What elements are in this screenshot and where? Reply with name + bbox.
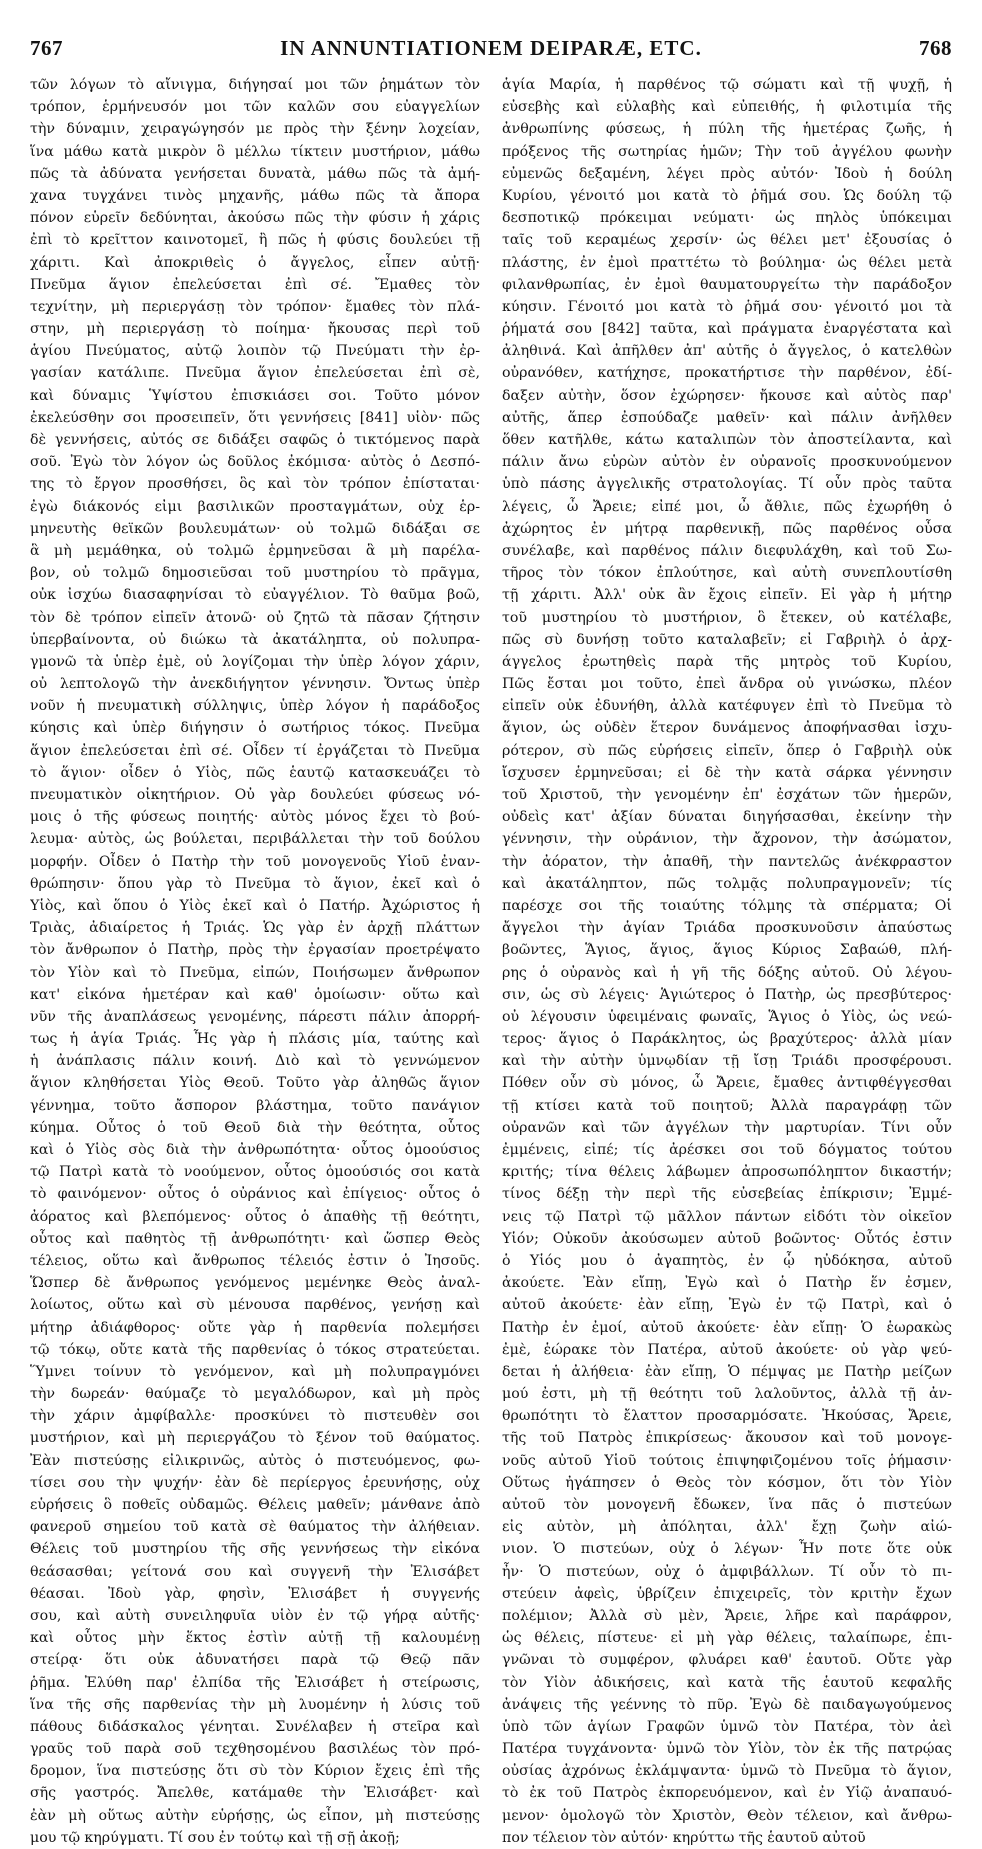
text-line: εὑρήσεις ὃ ποθεῖς οὐδαμῶς. Θέλεις μαθεῖν; μάνθανε ἀπὸ — [30, 1497, 480, 1513]
text-line: τῇ χάριτι. Ἀλλ' οὐκ ἂν ἔχοις εἰπεῖν. Εἰ γὰρ ἡ μήτηρ — [502, 587, 952, 604]
text-line: μου τῷ κηρύγματι. Τί σου ἐν τούτῳ καὶ τῇ σῇ ἀκοῇ; — [30, 1829, 400, 1846]
text-line: γέννησιν, τὴν οὐράνιον, τὴν ἄχρονον, τὴν ἀσώματον, — [502, 831, 952, 848]
text-line: οὐκ ἰσχύω διασαφηνίσαι τὸ εὐαγγέλιον. Τὸ θαῦμα βοῶ, — [30, 587, 480, 604]
text-line: μοις ὁ τῆς φύσεως ποιητής· αὐτὸς μόνος ἔχει τὸ βού- — [30, 809, 480, 826]
text-line: τῷ Πατρὶ κατὰ τὸ νοούμενον, οὗτος ὁμοούσιός σοι κατὰ — [30, 1164, 480, 1181]
text-line: Τριὰς, ἀδιαίρετος ἡ Τριάς. Ὡς γὰρ ἐν ἀρχῇ πλάττων — [30, 920, 480, 937]
text-line: καὶ ὁ Υἱὸς σὸς διὰ τὴν ἀνθρωπότητα· οὗτος ὁμοούσιος — [30, 1142, 480, 1158]
text-line: Ὕμνει τοίνυν τὸ γενόμενον, καὶ μὴ πολυπραγμόνει — [30, 1363, 480, 1380]
text-line: τίνος δέξῃ τὴν περὶ τῆς εὐσεβείας ἐπίκρισιν; Ἐμμέ- — [502, 1186, 952, 1203]
text-line: ἐπὶ τὸ κρεῖττον καινοτομεῖ, ἢ πῶς ἡ φύσις δουλεύει τῇ — [30, 232, 480, 249]
text-line: ἡ ἀνάπλασις πάλιν κοινή. Διὸ καὶ τὸ γεννώμενον — [30, 1053, 480, 1070]
text-line: τῶν λόγων τὸ αἴνιγμα, διήγησαί μοι τῶν ῥημάτων τὸν — [30, 77, 480, 93]
text-line: θεάσασθαι; γείτονά σου καὶ συγγενῆ τὴν Ἐλισάβετ — [30, 1563, 480, 1580]
text-line: οὐρανῶν καὶ τῶν ἀγγέλων τὴν μαρτυρίαν. Τίνι οὖν — [502, 1119, 952, 1136]
text-line: μού ἐστι, μὴ τῇ θεότητι τοῦ λαλοῦντος, ἀλλὰ τῇ ἀν- — [502, 1386, 952, 1403]
running-header — [30, 36, 952, 64]
text-line: λέγεις, ὦ Ἄρειε; εἰπέ μοι, ὦ ἄθλιε, πῶς ἐχωρήθη ὁ — [502, 498, 952, 515]
text-line: ἀληθινά. Καὶ ἀπῆλθεν ἀπ' αὐτῆς ὁ ἄγγελος, ὁ κατελθὼν — [502, 343, 952, 360]
text-line: καὶ ἀκατάληπτον, πῶς τολμᾷς πολυπραγμονεῖν; τίς — [502, 875, 952, 892]
text-line: τὴν δωρεάν· θαύμαζε τὸ μεγαλόδωρον, καὶ μὴ πρὸς — [30, 1386, 480, 1403]
text-line: οὐσίας ἀχρόνως ἐκλάμψαντα· ὑμνῶ τὸ Πνεῦμα τὸ ἅγιον, — [502, 1763, 952, 1780]
text-line: δεσποτικῷ πρόκειμαι νεύματι· ὡς πηλὸς ὑπόκειμαι — [502, 210, 952, 227]
text-line: άγγελος ἐρωτηθεὶς παρὰ τῆς μητρὸς τοῦ Κυρίου, — [502, 653, 952, 670]
text-line: εἰπεῖν οὐκ ἐδυνήθη, ἀλλὰ κατέφυγεν ἐπὶ τὸ Πνεῦμα τὸ — [502, 698, 952, 715]
text-line: τεχνίτην, μὴ περιεργάσῃ τὸν τρόπον· ἔμαθες τὸν πλά- — [30, 298, 480, 315]
text-line: σου, καὶ αὐτὴ συνειληφυῖα υἱὸν ἐν τῷ γήρᾳ αὐτῆς· — [30, 1607, 480, 1624]
text-line: Θέλεις τοῦ μυστηρίου τῆς σῆς γεννήσεως τὴν εἰκόνα — [30, 1541, 480, 1558]
text-line: θρωπότητι τὸ ἔλαττον προσαρμόσατε. Ἠκούσας, Ἄρειε, — [502, 1408, 952, 1425]
text-line: μενον· ὁμολογῶ τὸν Χριστὸν, Θεὸν τέλειον, καὶ ἄνθρω- — [502, 1807, 952, 1824]
text-line: ἁγίου Πνεύματος, αὐτῷ λοιπὸν τῷ Πνεύματι τὴν ἐρ- — [30, 343, 480, 360]
text-line: ἀνθρωπίνης φύσεως, ἡ πύλη τῆς ἡμετέρας ζωῆς, ἡ — [502, 121, 952, 138]
text-line: οὐ λεπτολογῶ τὴν ἀνεκδιήγητον γέννησιν. Ὄντως ὑπὲρ — [30, 676, 480, 693]
text-line: τὴν χάριν ἀμφίβαλλε· προσκύνει τὸ πιστευθὲν σοι — [30, 1408, 480, 1425]
text-line: ἐκελεύσθην σοι προσειπεῖν, ὅτι γεννήσεις [841] υἱὸν· πῶς — [30, 409, 480, 426]
text-line: σιν, ὡς σὺ λέγεις· Ἁγιώτερος ὁ Πατὴρ, ὡς πρεσβύτερος· — [502, 986, 952, 1003]
left-column — [30, 74, 480, 1849]
text-line: ἐὰν μὴ οὕτως αὐτὴν εὑρήσῃς, ὡς εἶπον, μὴ πιστεύσῃς — [30, 1807, 480, 1824]
text-line: δαξεν αὐτὴν, ὅσον ἐχώρησεν· ἤκουσε καὶ αὐτὸς παρ' — [502, 387, 952, 404]
text-line: φανεροῦ σημείου τοῦ κατὰ σὲ θαύματος τὴν ἀλήθειαν. — [30, 1519, 480, 1536]
text-line: Υἱὸς, καὶ ὅπου ὁ Υἱὸς ἐκεῖ καὶ ὁ Πατήρ. Ἀχώριστος ἡ — [30, 897, 480, 914]
text-line: οὐρανόθεν, κατήχησε, προκατήρτισε τὴν παρθένον, ἐδί- — [502, 365, 952, 382]
text-line: ἅγιον κληθήσεται Υἱὸς Θεοῦ. Τοῦτο γὰρ ἀληθῶς ἅγιον — [30, 1075, 480, 1092]
text-line: κύησιν. Γένοιτό μοι κατὰ τὸ ῥῆμά σου· γένοιτό μοι τὰ — [502, 298, 952, 315]
text-line: ἄγγελοι τὴν ἁγίαν Τριάδα προσκυνοῦσιν ἀπαύστως — [502, 920, 952, 937]
text-line: της τὸ ἔργον προσθήσει, ὃς καὶ τὸν τρόπον ἐπίσταται· — [30, 476, 480, 493]
text-line: γνῶναι τὸ συμφέρον, φλυάρει καθ' ἑαυτοῦ. Οὔτε γὰρ — [502, 1652, 952, 1669]
text-line: Πατὴρ ἐν ἐμοί, αὐτοῦ ἀκούετε· ἐὰν εἴπῃ· Ὁ ἑωρακὼς — [502, 1319, 952, 1336]
text-line: ἅγιον ἐπελεύσεται ἐπὶ σέ. Οἶδεν τί ἐργάζεται τὸ Πνεῦμα — [30, 742, 480, 759]
text-line: καὶ δύναμις Ὑψίστου ἐπισκιάσει σοι. Τοῦτο μόνον — [30, 387, 480, 404]
text-line: αὐτῆς, ἅπερ ἐσπούδαζε μαθεῖν· καὶ πάλιν ἀνῆλθεν — [502, 409, 952, 426]
text-line: τερος· ἅγιος ὁ Παράκλητος, ὡς βραχύτερος· ἀλλὰ μίαν — [502, 1031, 952, 1048]
text-line: χάριτι. Καὶ ἀποκριθεὶς ὁ ἄγγελος, εἶπεν αὐτῇ· — [30, 254, 480, 271]
text-line: βοῶντες, Ἅγιος, ἅγιος, ἅγιος Κύριος Σαβαώθ, πλή- — [502, 942, 952, 959]
text-line: τὸ φαινόμενον· οὗτος ὁ οὐράνιος καὶ ἐπίγειος· οὗτος ὁ — [30, 1186, 480, 1203]
text-line: πάθους διδάσκαλος γένηται. Συνέλαβεν ἡ στεῖρα καὶ — [30, 1718, 480, 1735]
text-line: στείρᾳ· ὅτι οὐκ ἀδυνατήσει παρὰ τῷ Θεῷ πᾶν — [30, 1652, 480, 1669]
text-line: τὸν δὲ τρόπον εἰπεῖν ἀτονῶ· οὐ ζητῶ τὰ πᾶσαν ζήτησιν — [30, 609, 480, 626]
text-line: παρέσχε σοι τῆς τοιαύτης τόλμης τὰ σπέρματα; Οἱ — [502, 897, 952, 914]
text-line: φιλανθρωπίας, ἐν ἐμοὶ θαυματουργείτω τὴν παράδοξον — [502, 276, 952, 293]
text-line: μυστήριον, καὶ μὴ περιεργάζου τὸ ξένον τοῦ θαύματος. — [30, 1430, 480, 1447]
text-line: θρώπησιν· ὅπου γὰρ τὸ Πνεῦμα τὸ ἅγιον, ἐκεῖ καὶ ὁ — [30, 875, 480, 892]
text-line: ἁγία Μαρία, ἡ παρθένος τῷ σώματι καὶ τῇ ψυχῇ, ἡ — [502, 77, 952, 93]
running-title: IN ANNUNTIATIONEM DEIPARÆ, ETC. — [280, 36, 702, 60]
text-line: χανα τυγχάνει τινὸς μηχανῆς, μάθω πῶς τὰ ἄπορα — [30, 187, 480, 204]
text-line: Κυρίου, γένοιτό μοι κατὰ τὸ ῥῆμά σου. Ὡς δούλη τῷ — [502, 187, 952, 204]
text-line: ῥῆμα. Ἐλύθη παρ' ἐλπίδα τῆς Ἐλισάβετ ἡ στείρωσις, — [30, 1674, 480, 1691]
text-line: αὐτοῦ ἀκούετε· ἐὰν εἴπῃ, Ἐγὼ ἐν τῷ Πατρὶ, καὶ ὁ — [502, 1297, 952, 1314]
text-line: τὸν Υἱὸν ἀδικήσεις, καὶ κατὰ τῆς ἑαυτοῦ κεφαλῆς — [502, 1674, 952, 1691]
text-line: τὸ ἅγιον· οἶδεν ὁ Υἱὸς, πῶς ἑαυτῷ κατασκευάζει τὸ — [30, 764, 480, 781]
text-line: νοῦν ἡ πνευματικὴ σύλληψις, ὑπὲρ λόγον ἡ παράδοξος — [30, 698, 480, 715]
text-line: ὑπερβαίνοντα, οὐ διώκω τὰ ἀκατάληπτα, οὐ πολυπρα- — [30, 631, 480, 648]
text-line: νοῦς αὐτοῦ Υἱοῦ τούτοις ἐπιψηφιζομένου τοῖς ῥήμασιν· — [502, 1452, 952, 1469]
text-line: Ὥσπερ δὲ ἄνθρωπος γενόμενος μεμένηκε Θεὸς ἀναλ- — [30, 1275, 480, 1292]
text-line: ἐμμένεις, εἰπέ; τίς ἀρέσκει σοι τοῦ δόγματος τούτου — [502, 1142, 952, 1158]
text-line: γασίαν κατάλιπε. Πνεῦμα ἅγιον ἐπελεύσεται ἐπὶ σὲ, — [30, 365, 480, 382]
text-line: ὁ Υἱός μου ὁ ἀγαπητὸς, ἐν ᾧ ηὐδόκησα, αὐτοῦ — [502, 1252, 952, 1269]
text-line: εὐμενῶς δεξαμένη, λέγει πρὸς αὐτόν· Ἰδοὺ ἡ δούλη — [502, 165, 952, 182]
text-line: νιον. Ὁ πιστεύων, οὐχ ὁ λέγων· Ἦν ποτε ὅτε οὐκ — [502, 1541, 952, 1558]
text-line: ὑπὸ τῶν ἁγίων Γραφῶν ὑμνῶ τὸν Πατέρα, τὸν ἀεὶ — [502, 1718, 952, 1735]
text-line: σοῦ. Ἐγὼ τὸν λόγον ὡς δοῦλος ἐκόμισα· αὐτὸς ὁ Δεσπό- — [30, 454, 480, 471]
text-line: εὐσεβὴς καὶ εὐλαβὴς καὶ εὐπειθής, ἡ φιλοτιμία τῆς — [502, 99, 952, 116]
text-line: κριτής; τίνα θέλεις λάβωμεν ἀπροσωπόληπτον δικαστήν; — [502, 1164, 952, 1181]
text-line: εἰς αὐτὸν, μὴ ἀπόληται, ἀλλ' ἔχῃ ζωὴν αἰώ- — [502, 1519, 952, 1536]
text-line: πόνον εὑρεῖν δεδύνηται, ἀκούσω πῶς τὴν φύσιν ἡ χάρις — [30, 210, 480, 227]
text-line: συνέλαβε, καὶ παρθένος πάλιν διεφυλάχθη, καὶ τοῦ Σω- — [502, 542, 952, 559]
text-line: νεις τῷ Πατρὶ τῷ μᾶλλον πάντων εἰδότι τὸν οἰκεῖον — [502, 1208, 952, 1225]
text-line: λευμα· αὐτὸς, ὡς βούλεται, περιβάλλεται τὴν τοῦ δούλου — [30, 831, 480, 848]
text-line: τως ἡ ἁγία Τριάς. Ἧς γὰρ ἡ πλάσις μία, ταύτης καὶ — [30, 1031, 480, 1048]
text-line: ρης ὁ οὐρανὸς καὶ ἡ γῆ τῆς δόξης αὐτοῦ. Οὐ λέγου- — [502, 964, 952, 981]
text-line: τῆρος τὸν τόκον ἐπλούτησε, καὶ αὐτὴ συνεπλουτίσθη — [502, 565, 952, 582]
text-line: ἀκούετε. Ἐὰν εἴπῃ, Ἐγὼ καὶ ὁ Πατὴρ ἕν ἐσμεν, — [502, 1275, 952, 1292]
text-line: τέλειος, οὕτω καὶ ἄνθρωπος τέλειός ἐστιν ὁ Ἰησοῦς. — [30, 1252, 480, 1269]
text-line: ἦν· Ὁ πιστεύων, οὐχ ὁ ἀμφιβάλλων. Τί οὖν τὸ πι- — [502, 1563, 952, 1580]
text-line: Πατέρα τυγχάνοντα· ὑμνῶ τὸν Υἱὸν, τὸν ἐκ τῆς πατρῴας — [502, 1741, 952, 1758]
text-line: γμονῶ τὰ ὑπὲρ ἐμὲ, οὐ λογίζομαι τὴν ὑπὲρ λόγον χάριν, — [30, 653, 480, 670]
text-line: ἀχώρητος ἐν μήτρᾳ παρθενικῇ, πῶς παρθένος οὖσα — [502, 520, 952, 537]
text-line: κύημα. Οὗτος ὁ τοῦ Θεοῦ διὰ τὴν θεότητα, οὗτος — [30, 1119, 480, 1136]
text-line: πάλιν ἄνω εὑρὼν αὐτὸν ἐν οὐρανοῖς προσκυνούμενον — [502, 454, 952, 471]
text-line: πῶς σὺ δυνήσῃ τοῦτο καταλαβεῖν; εἰ Γαβριὴλ ὁ ἀρχ- — [502, 631, 952, 648]
page-number-right: 768 — [919, 36, 952, 60]
text-columns — [30, 74, 952, 1849]
text-line: ἐμὲ, ἑώρακε τὸν Πατέρα, αὐτοῦ ἀκούετε· οὐ γὰρ ψεύ- — [502, 1341, 952, 1358]
text-line: ἴσχυσεν ἑρμηνεῦσαι; εἰ δὲ τὴν κατὰ σάρκα γέννησιν — [502, 764, 952, 781]
text-line: τοῦ Χριστοῦ, τὴν γενομένην ἐπ' ἐσχάτων τῶν ἡμερῶν, — [502, 787, 952, 803]
text-line: μηνευτὴς θεϊκῶν βουλευμάτων· οὐ τολμῶ διδάξαι σε — [30, 520, 480, 537]
text-line: Υἱόν; Οὐκοῦν ἀκούσωμεν αὐτοῦ βοῶντος· Οὗτός ἐστιν — [502, 1230, 952, 1247]
text-line: ὡς θέλεις, πίστευε· εἰ μὴ γὰρ θέλεις, ταλαίπωρε, ἐπι- — [502, 1630, 952, 1647]
text-line: ἃ μὴ μεμάθηκα, οὐ τολμῶ ἑρμηνεῦσαι ἃ μὴ παρέλα- — [30, 542, 480, 559]
text-line: στεύειν ἀφεὶς, ὑβρίζειν ἐπιχειρεῖς, τὸν κριτὴν ἔχων — [502, 1585, 952, 1602]
text-line: Πνεῦμα ἅγιον ἐπελεύσεται ἐπὶ σέ. Ἔμαθες τὸν — [30, 276, 480, 293]
text-line: τὴν ἀόρατον, τὴν ἀπαθῆ, τὴν παντελῶς ἀνέκφραστον — [502, 853, 952, 870]
text-line: τῷ τόκῳ, οὔτε κατὰ τῆς παρθενίας ὁ τόκος στρατεύεται. — [30, 1341, 480, 1358]
text-line: πλάστης, ἐν ἐμοὶ πραττέτω τὸ βούλημα· ὡς θέλει μετὰ — [502, 254, 952, 271]
text-line: δὲ γεννήσεις, αὐτός σε διδάξει σαφῶς ὁ τικτόμενος παρὰ — [30, 432, 480, 448]
page-number-left: 767 — [30, 36, 63, 60]
text-line: ἵνα τῆς σῆς παρθενίας τὴν μὴ λυομένην ἡ λύσις τοῦ — [30, 1696, 480, 1713]
text-line: τὸν Υἱὸν καὶ τὸ Πνεῦμα, εἰπών, Ποιήσωμεν ἄνθρωπον — [30, 964, 480, 981]
text-line: ῥήματά σου [842] ταῦτα, καὶ πράγματα ἐναργέστατα καὶ — [502, 321, 952, 338]
right-column — [502, 74, 952, 1849]
text-line: Πῶς ἔσται μοι τοῦτο, ἐπεὶ ἄνδρα οὐ γινώσκω, πλέον — [502, 676, 952, 693]
text-line: Πόθεν οὖν σὺ μόνος, ὦ Ἄρειε, ἔμαθες ἀντιφθέγγεσθαι — [502, 1075, 952, 1092]
text-line: λοίωτος, οὕτω καὶ σὺ μένουσα παρθένος, γενήσῃ καὶ — [30, 1297, 480, 1314]
text-line: μήτηρ ἀδιάφθορος· οὔτε γὰρ ἡ παρθενία πολεμήσει — [30, 1319, 480, 1336]
text-line: κατ' εἰκόνα ἡμετέραν καὶ καθ' ὁμοίωσιν· οὕτω καὶ — [30, 986, 480, 1003]
text-line: Ἐὰν πιστεύσῃς εἰλικρινῶς, αὐτὸς ὁ πιστευόμενος, φω- — [30, 1452, 480, 1469]
text-line: τίσει σου τὴν ψυχήν· ἐὰν δὲ περίεργος ἐρευνήσῃς, οὐχ — [30, 1474, 480, 1491]
text-line: γραῦς τοῦ παρὰ σοῦ τεχθησομένου βασιλέως τὸν πρό- — [30, 1741, 480, 1758]
text-line: ταῖς τοῦ κεραμέως χερσίν· ὡς θέλει μετ' ἐξουσίας ὁ — [502, 232, 952, 249]
text-line: θέασαι. Ἰδοὺ γὰρ, φησὶν, Ἐλισάβετ ἡ συγγενής — [30, 1585, 480, 1602]
text-line: ἀόρατος καὶ βλεπόμενος· οὗτος ὁ ἀπαθὴς τῇ θεότητι, — [30, 1208, 480, 1225]
text-line: ὑπὸ πάσης ἀγγελικῆς στρατολογίας. Τί οὖν πρὸς ταῦτα — [502, 476, 952, 493]
text-line: τὸν ἄνθρωπον ὁ Πατὴρ, πρὸς τὴν ἐργασίαν προετρέψατο — [30, 942, 480, 959]
text-line: τοῦ μυστηρίου τὸ μυστήριον, ὃ ἔτεκεν, οὐ κατέλαβε, — [502, 609, 952, 626]
text-line: πον τέλειον τὸν αὐτόν· κηρύττω τῆς ἑαυτοῦ αὐτοῦ — [502, 1829, 866, 1846]
text-line: ἵνα μάθω κατὰ μικρὸν ὃ μέλλω τίκτειν μυστήριον, μάθω — [30, 143, 480, 160]
text-line: καὶ τὴν αὐτὴν ὑμνῳδίαν τῇ ἴσῃ Τριάδι προσφέρουσι. — [502, 1053, 952, 1070]
text-line: πολέμιον; Ἀλλὰ σὺ μὲν, Ἄρειε, λῆρε καὶ παράφρον, — [502, 1607, 952, 1624]
text-line: τὴν δύναμιν, χειραγώγησόν με πρὸς τὴν ξένην λοχείαν, — [30, 121, 480, 138]
text-line: γέννημα, τοῦτο ἄσπορον βλάστημα, τοῦτο πανάγιον — [30, 1097, 480, 1114]
text-line: πρόξενος τῆς σωτηρίας ἡμῶν; Τὴν τοῦ ἀγγέλου φωνὴν — [502, 143, 952, 160]
text-line: πῶς τὰ ἀδύνατα γενήσεται δυνατὰ, μάθω πῶς τὰ ἀμή- — [30, 165, 480, 182]
text-line: τρόπον, ἑρμήνευσόν μοι τῶν καλῶν σου εὐαγγελίων — [30, 99, 480, 116]
text-line: νῦν τῆς ἀναπλάσεως γενομένης, πάρεστι πάλιν ἀπορρή- — [30, 1008, 480, 1025]
text-line: σῆς γαστρός. Ἄπελθε, κατάμαθε τὴν Ἐλισάβετ· καὶ — [30, 1785, 480, 1802]
text-line: ἅγιον, ὡς οὐδὲν ἕτερον δυνάμενος ἀποφήνασθαι ἰσχυ- — [502, 720, 952, 737]
text-line: ἀνάψεις τῆς γεέννης τὸ πῦρ. Ἐγὼ δὲ παιδαγωγούμενος — [502, 1696, 952, 1713]
text-line: ρότερον, σὺ πῶς εὑρήσεις εἰπεῖν, ὅπερ ὁ Γαβριὴλ οὐκ — [502, 742, 952, 759]
text-line: κύησις καὶ ὑπὲρ διήγησιν ὁ σωτήριος τόκος. Πνεῦμα — [30, 720, 480, 737]
text-line: οὐ λέγουσιν ὑφειμέναις φωναῖς, Ἅγιος ὁ Υἱὸς, ὡς νεώ- — [502, 1008, 952, 1025]
text-line: τῆς τοῦ Πατρὸς ἐπικρίσεως· ἄκουσον καὶ τοῦ μονογε- — [502, 1430, 952, 1447]
text-line: καὶ οὗτος μὴν ἕκτος ἐστὶν αὐτῇ τῇ καλουμένῃ — [30, 1630, 480, 1647]
text-line: ἐγὼ διάκονός εἰμι βασιλικῶν προσταγμάτων, οὐχ ἑρ- — [30, 498, 480, 515]
text-line: δρομον, ἵνα πιστεύσῃς ὅτι σὺ τὸν Κύριον ἔχεις ἐπὶ τῆς — [30, 1763, 480, 1780]
text-line: αὐτοῦ τὸν μονογενῆ ἔδωκεν, ἵνα πᾶς ὁ πιστεύων — [502, 1497, 952, 1513]
text-line: στην, μὴ περιεργάσῃ τὸ ποίημα· ἤκουσας περὶ τοῦ — [30, 321, 480, 338]
text-line: Οὕτως ἠγάπησεν ὁ Θεὸς τὸν κόσμον, ὅτι τὸν Υἱὸν — [502, 1474, 952, 1491]
text-line: πνευματικὸν οἰκητήριον. Οὐ γὰρ δουλεύει φύσεως νό- — [30, 787, 480, 803]
text-line: ὅθεν κατῆλθε, κάτω καταλιπὼν τὸν ἀποστείλαντα, καὶ — [502, 432, 952, 448]
text-line: δεται ἡ ἀλήθεια· ἐὰν εἴπῃ, Ὁ πέμψας με Πατὴρ μείζων — [502, 1363, 952, 1380]
text-line: βον, οὐ τολμῶ δημοσιεῦσαι τοῦ μυστηρίου τὸ πρᾶγμα, — [30, 565, 480, 582]
text-line: οὐδεὶς κατ' ἀξίαν δύναται διηγήσασθαι, ἐκείνην τὴν — [502, 809, 952, 826]
text-line: μορφήν. Οἶδεν ὁ Πατὴρ τὴν τοῦ μονογενοῦς Υἱοῦ ἐναν- — [30, 853, 480, 870]
text-line: τῇ κτίσει κατὰ τοῦ ποιητοῦ; Ἀλλὰ παραγράφῃ τῶν — [502, 1097, 952, 1114]
text-line: οὗτος καὶ παθητὸς τῇ ἀνθρωπότητι· καὶ ὥσπερ Θεὸς — [30, 1230, 480, 1247]
text-line: τὸ ἐκ τοῦ Πατρὸς ἐκπορευόμενον, καὶ ἐν Υἱῷ ἀναπαυό- — [502, 1785, 952, 1802]
